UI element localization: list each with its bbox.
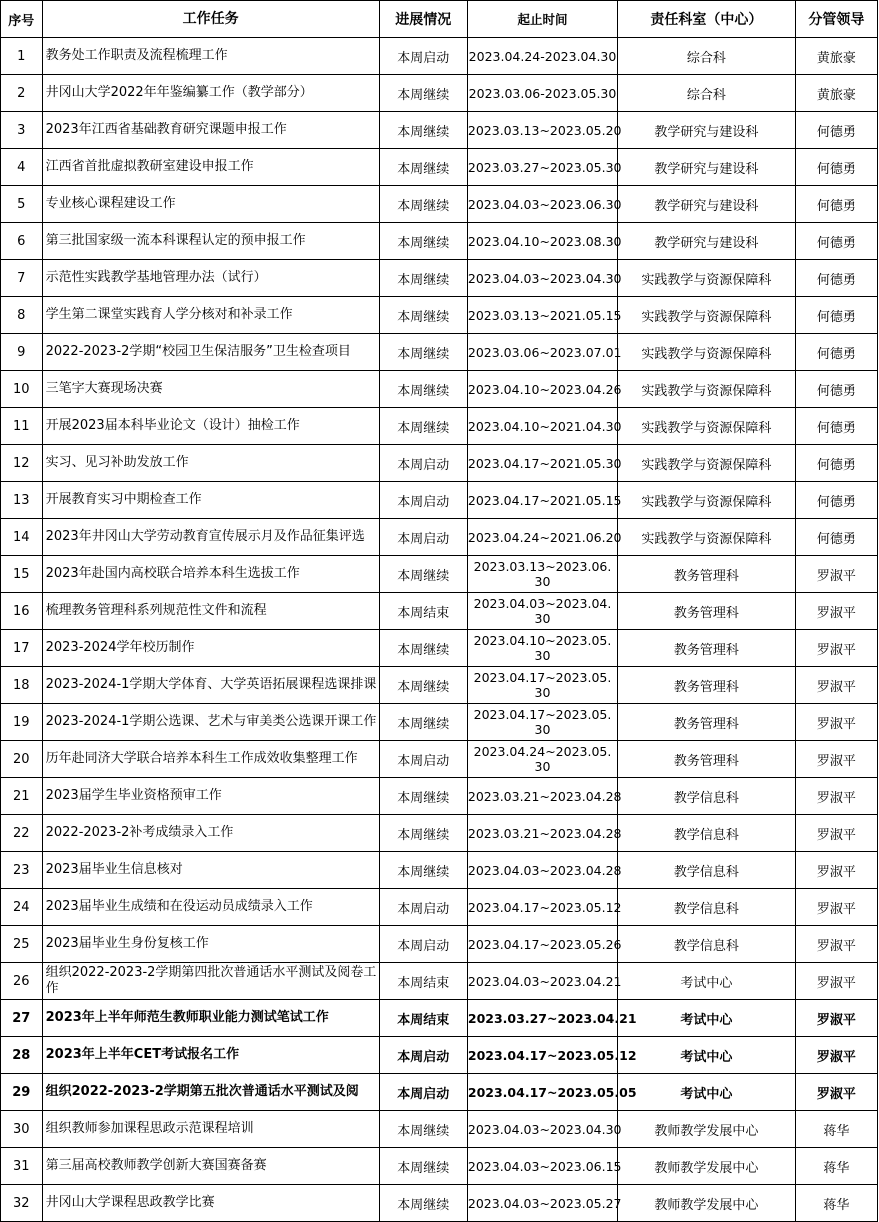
row-leader: 罗淑平 — [795, 704, 877, 741]
row-status: 本周继续 — [379, 667, 467, 704]
row-no: 23 — [1, 852, 43, 889]
row-dept: 实践教学与资源保障科 — [618, 408, 796, 445]
table-row — [1, 741, 878, 778]
row-status: 本周继续 — [379, 260, 467, 297]
row-no: 21 — [1, 778, 43, 815]
row-leader: 罗淑平 — [795, 852, 877, 889]
row-dept: 教学信息科 — [618, 852, 796, 889]
task-text: 2023年井冈山大学劳动教育宣传展示月及作品征集评选 — [45, 529, 365, 544]
table-row — [1, 1000, 878, 1037]
row-period: 2023.04.03~2023.05.27 — [467, 1185, 617, 1222]
row-status: 本周继续 — [379, 75, 467, 112]
row-task — [42, 297, 379, 334]
row-period: 2023.04.24~2023.05. 30 — [467, 741, 617, 778]
row-period: 2023.03.21~2023.04.28 — [467, 778, 617, 815]
row-dept: 实践教学与资源保障科 — [618, 334, 796, 371]
row-period: 2023.04.10~2023.05. 30 — [467, 630, 617, 667]
table-row — [1, 556, 878, 593]
row-no: 27 — [1, 1000, 43, 1037]
task-text: 2023年赴国内高校联合培养本科生选拔工作 — [45, 566, 300, 581]
task-text: 2023届学生毕业资格预审工作 — [45, 788, 222, 803]
row-no: 8 — [1, 297, 43, 334]
row-task — [42, 926, 379, 963]
task-text: 2023年上半年CET考试报名工作 — [45, 1047, 240, 1062]
table-row — [1, 149, 878, 186]
row-no: 10 — [1, 371, 43, 408]
row-task — [42, 482, 379, 519]
row-no: 12 — [1, 445, 43, 482]
row-leader: 罗淑平 — [795, 1074, 877, 1111]
row-dept: 教学研究与建设科 — [618, 186, 796, 223]
row-task — [42, 445, 379, 482]
task-text: 历年赴同济大学联合培养本科生工作成效收集整理工作 — [45, 751, 358, 766]
row-leader: 何德勇 — [795, 186, 877, 223]
row-no: 28 — [1, 1037, 43, 1074]
table-row — [1, 593, 878, 630]
row-dept: 教学研究与建设科 — [618, 149, 796, 186]
row-leader: 何德勇 — [795, 260, 877, 297]
table-row — [1, 1111, 878, 1148]
row-dept: 教务管理科 — [618, 556, 796, 593]
row-task — [42, 556, 379, 593]
table-row — [1, 1185, 878, 1222]
row-leader: 何德勇 — [795, 149, 877, 186]
row-no: 4 — [1, 149, 43, 186]
row-period: 2023.03.27~2023.05.30 — [467, 149, 617, 186]
row-no: 26 — [1, 963, 43, 1000]
row-no: 14 — [1, 519, 43, 556]
row-task — [42, 223, 379, 260]
row-no: 2 — [1, 75, 43, 112]
row-status: 本周继续 — [379, 297, 467, 334]
row-task — [42, 852, 379, 889]
row-status: 本周继续 — [379, 186, 467, 223]
row-period: 2023.04.10~2023.08.30 — [467, 223, 617, 260]
table-row — [1, 667, 878, 704]
row-status: 本周启动 — [379, 926, 467, 963]
row-task — [42, 149, 379, 186]
row-dept: 实践教学与资源保障科 — [618, 297, 796, 334]
row-dept: 教务管理科 — [618, 741, 796, 778]
row-leader: 何德勇 — [795, 334, 877, 371]
row-no: 13 — [1, 482, 43, 519]
row-period: 2023.03.13~2023.06. 30 — [467, 556, 617, 593]
row-dept: 综合科 — [618, 38, 796, 75]
row-dept: 教师教学发展中心 — [618, 1111, 796, 1148]
row-task — [42, 667, 379, 704]
task-text: 开展教育实习中期检查工作 — [45, 492, 202, 507]
row-period: 2023.04.24-2023.04.30 — [467, 38, 617, 75]
row-period: 2023.03.27~2023.04.21 — [467, 1000, 617, 1037]
row-dept: 教务管理科 — [618, 593, 796, 630]
task-text: 2023年上半年师范生教师职业能力测试笔试工作 — [45, 1010, 329, 1025]
row-period: 2023.04.10~2023.04.26 — [467, 371, 617, 408]
row-status: 本周结束 — [379, 1000, 467, 1037]
table-row — [1, 186, 878, 223]
task-text: 实习、见习补助发放工作 — [45, 455, 189, 470]
table-row — [1, 778, 878, 815]
row-dept: 教学信息科 — [618, 778, 796, 815]
row-leader: 罗淑平 — [795, 630, 877, 667]
row-period: 2023.04.17~2021.05.15 — [467, 482, 617, 519]
table-row — [1, 112, 878, 149]
row-period: 2023.04.03~2023.06.15 — [467, 1148, 617, 1185]
task-text: 组织2022-2023-2学期第五批次普通话水平测试及阅 — [45, 1084, 359, 1099]
task-text: 梳理教务管理科系列规范性文件和流程 — [45, 603, 267, 618]
row-status: 本周启动 — [379, 38, 467, 75]
row-period: 2023.03.06-2023.05.30 — [467, 75, 617, 112]
row-status: 本周启动 — [379, 1037, 467, 1074]
row-task — [42, 186, 379, 223]
table-row — [1, 223, 878, 260]
row-task — [42, 593, 379, 630]
row-dept: 实践教学与资源保障科 — [618, 371, 796, 408]
row-status: 本周启动 — [379, 482, 467, 519]
row-dept: 考试中心 — [618, 1037, 796, 1074]
row-status: 本周启动 — [379, 519, 467, 556]
row-leader: 蒋华 — [795, 1111, 877, 1148]
row-no: 6 — [1, 223, 43, 260]
row-status: 本周继续 — [379, 815, 467, 852]
row-dept: 教学信息科 — [618, 889, 796, 926]
row-status: 本周继续 — [379, 704, 467, 741]
row-task — [42, 630, 379, 667]
row-leader: 罗淑平 — [795, 741, 877, 778]
task-text: 2022-2023-2学期“校园卫生保洁服务”卫生检查项目 — [45, 344, 351, 359]
table-row — [1, 1037, 878, 1074]
row-no: 16 — [1, 593, 43, 630]
task-text: 2023届毕业生身份复核工作 — [45, 936, 209, 951]
row-leader: 黄旅豪 — [795, 75, 877, 112]
row-status: 本周结束 — [379, 593, 467, 630]
row-leader: 罗淑平 — [795, 593, 877, 630]
row-no: 15 — [1, 556, 43, 593]
row-leader: 何德勇 — [795, 445, 877, 482]
row-period: 2023.04.17~2023.05.26 — [467, 926, 617, 963]
row-status: 本周继续 — [379, 630, 467, 667]
table-row — [1, 371, 878, 408]
row-no: 20 — [1, 741, 43, 778]
row-leader: 何德勇 — [795, 519, 877, 556]
row-task — [42, 75, 379, 112]
row-leader: 何德勇 — [795, 408, 877, 445]
row-period: 2023.04.17~2021.05.30 — [467, 445, 617, 482]
task-text: 第三届高校教师教学创新大赛国赛备赛 — [45, 1158, 267, 1173]
row-status: 本周继续 — [379, 852, 467, 889]
row-status: 本周结束 — [379, 963, 467, 1000]
row-dept: 教务管理科 — [618, 667, 796, 704]
row-dept: 教学研究与建设科 — [618, 112, 796, 149]
row-period: 2023.04.03~2023.04.30 — [467, 260, 617, 297]
row-task — [42, 815, 379, 852]
row-task — [42, 38, 379, 75]
row-task — [42, 963, 379, 1000]
row-period: 2023.04.10~2021.04.30 — [467, 408, 617, 445]
table-row — [1, 852, 878, 889]
task-text: 2023-2024-1学期公选课、艺术与审美类公选课开课工作 — [45, 714, 377, 729]
row-no: 22 — [1, 815, 43, 852]
row-period: 2023.04.03~2023.04.21 — [467, 963, 617, 1000]
row-leader: 蒋华 — [795, 1148, 877, 1185]
row-task — [42, 889, 379, 926]
row-leader: 罗淑平 — [795, 667, 877, 704]
task-text: 2023-2024学年校历制作 — [45, 640, 195, 655]
header-no: 序号 — [1, 1, 43, 38]
row-leader: 何德勇 — [795, 112, 877, 149]
row-dept: 教师教学发展中心 — [618, 1148, 796, 1185]
task-text: 专业核心课程建设工作 — [45, 196, 176, 211]
row-dept: 教务管理科 — [618, 630, 796, 667]
row-dept: 教学信息科 — [618, 926, 796, 963]
row-task — [42, 260, 379, 297]
task-text: 三笔字大赛现场决赛 — [45, 381, 163, 396]
header-status: 进展情况 — [379, 1, 467, 38]
row-task — [42, 741, 379, 778]
row-no: 5 — [1, 186, 43, 223]
row-no: 25 — [1, 926, 43, 963]
row-task — [42, 112, 379, 149]
row-no: 30 — [1, 1111, 43, 1148]
row-leader: 罗淑平 — [795, 778, 877, 815]
row-dept: 教学信息科 — [618, 815, 796, 852]
row-leader: 罗淑平 — [795, 963, 877, 1000]
row-leader: 罗淑平 — [795, 1000, 877, 1037]
row-no: 11 — [1, 408, 43, 445]
row-dept: 实践教学与资源保障科 — [618, 482, 796, 519]
row-status: 本周继续 — [379, 112, 467, 149]
table-row — [1, 260, 878, 297]
row-no: 24 — [1, 889, 43, 926]
table-row — [1, 297, 878, 334]
row-task — [42, 519, 379, 556]
header-period: 起止时间 — [467, 1, 617, 38]
table-row — [1, 482, 878, 519]
task-text: 组织教师参加课程思政示范课程培训 — [45, 1121, 254, 1136]
task-text: 开展2023届本科毕业论文（设计）抽检工作 — [45, 418, 300, 433]
row-period: 2023.04.17~2023.05.05 — [467, 1074, 617, 1111]
row-period: 2023.04.03~2023.06.30 — [467, 186, 617, 223]
row-leader: 黄旅豪 — [795, 38, 877, 75]
row-dept: 教师教学发展中心 — [618, 1185, 796, 1222]
row-period: 2023.04.17~2023.05.12 — [467, 1037, 617, 1074]
row-dept: 考试中心 — [618, 1000, 796, 1037]
row-period: 2023.03.06~2023.07.01 — [467, 334, 617, 371]
task-text: 2023-2024-1学期大学体育、大学英语拓展课程选课排课 — [45, 677, 377, 692]
table-row — [1, 630, 878, 667]
row-leader: 蒋华 — [795, 1185, 877, 1222]
table-row — [1, 1148, 878, 1185]
row-period: 2023.04.17~2023.05.12 — [467, 889, 617, 926]
row-no: 7 — [1, 260, 43, 297]
table-row — [1, 889, 878, 926]
row-status: 本周继续 — [379, 1111, 467, 1148]
row-period: 2023.03.13~2023.05.20 — [467, 112, 617, 149]
row-dept: 考试中心 — [618, 1074, 796, 1111]
row-period: 2023.04.03~2023.04.28 — [467, 852, 617, 889]
row-task — [42, 704, 379, 741]
table-row — [1, 519, 878, 556]
header-task: 工作任务 — [42, 1, 379, 38]
task-text: 2022-2023-2补考成绩录入工作 — [45, 825, 234, 840]
row-no: 9 — [1, 334, 43, 371]
row-task — [42, 1111, 379, 1148]
row-period: 2023.04.17~2023.05. 30 — [467, 704, 617, 741]
row-dept: 实践教学与资源保障科 — [618, 260, 796, 297]
task-text: 江西省首批虚拟教研室建设申报工作 — [45, 159, 254, 174]
row-status: 本周继续 — [379, 1185, 467, 1222]
row-period: 2023.04.03~2023.04. 30 — [467, 593, 617, 630]
row-task — [42, 334, 379, 371]
row-status: 本周继续 — [379, 556, 467, 593]
table-row — [1, 815, 878, 852]
row-leader: 罗淑平 — [795, 926, 877, 963]
row-task — [42, 778, 379, 815]
table-row — [1, 963, 878, 1000]
task-text: 组织2022-2023-2学期第四批次普通话水平测试及阅卷工作 — [45, 965, 377, 996]
row-task — [42, 1000, 379, 1037]
row-dept: 实践教学与资源保障科 — [618, 445, 796, 482]
row-period: 2023.03.21~2023.04.28 — [467, 815, 617, 852]
table-row — [1, 1074, 878, 1111]
row-no: 18 — [1, 667, 43, 704]
header-dept: 责任科室（中心） — [618, 1, 796, 38]
row-status: 本周继续 — [379, 1148, 467, 1185]
row-leader: 何德勇 — [795, 482, 877, 519]
row-task — [42, 1037, 379, 1074]
row-dept: 考试中心 — [618, 963, 796, 1000]
table-row — [1, 926, 878, 963]
row-status: 本周启动 — [379, 445, 467, 482]
row-period: 2023.04.03~2023.04.30 — [467, 1111, 617, 1148]
row-status: 本周继续 — [379, 778, 467, 815]
row-status: 本周继续 — [379, 334, 467, 371]
row-dept: 综合科 — [618, 75, 796, 112]
row-task — [42, 1148, 379, 1185]
table-row — [1, 38, 878, 75]
row-period: 2023.03.13~2021.05.15 — [467, 297, 617, 334]
row-task — [42, 371, 379, 408]
task-text: 2023届毕业生成绩和在役运动员成绩录入工作 — [45, 899, 313, 914]
task-text: 学生第二课堂实践育人学分核对和补录工作 — [45, 307, 293, 322]
row-leader: 罗淑平 — [795, 556, 877, 593]
task-text: 第三批国家级一流本科课程认定的预申报工作 — [45, 233, 306, 248]
row-dept: 教务管理科 — [618, 704, 796, 741]
table-row — [1, 408, 878, 445]
task-text: 示范性实践教学基地管理办法（试行） — [45, 270, 267, 285]
row-status: 本周启动 — [379, 741, 467, 778]
row-status: 本周启动 — [379, 889, 467, 926]
row-no: 17 — [1, 630, 43, 667]
task-text: 2023年江西省基础教育研究课题申报工作 — [45, 122, 287, 137]
task-text: 教务处工作职责及流程梳理工作 — [45, 48, 228, 63]
row-leader: 何德勇 — [795, 371, 877, 408]
row-period: 2023.04.24~2021.06.20 — [467, 519, 617, 556]
table-row — [1, 75, 878, 112]
row-no: 29 — [1, 1074, 43, 1111]
row-status: 本周继续 — [379, 371, 467, 408]
row-leader: 罗淑平 — [795, 815, 877, 852]
row-task — [42, 408, 379, 445]
row-period: 2023.04.17~2023.05. 30 — [467, 667, 617, 704]
row-leader: 罗淑平 — [795, 889, 877, 926]
row-dept: 教学研究与建设科 — [618, 223, 796, 260]
table-header-row — [1, 1, 878, 38]
table-body — [1, 38, 878, 1222]
header-leader: 分管领导 — [795, 1, 877, 38]
task-text: 2023届毕业生信息核对 — [45, 862, 183, 877]
row-status: 本周启动 — [379, 1074, 467, 1111]
row-no: 3 — [1, 112, 43, 149]
row-leader: 罗淑平 — [795, 1037, 877, 1074]
table-row — [1, 704, 878, 741]
row-status: 本周继续 — [379, 223, 467, 260]
row-no: 31 — [1, 1148, 43, 1185]
row-task — [42, 1185, 379, 1222]
table-row — [1, 445, 878, 482]
row-no: 1 — [1, 38, 43, 75]
row-leader: 何德勇 — [795, 223, 877, 260]
row-leader: 何德勇 — [795, 297, 877, 334]
row-task — [42, 1074, 379, 1111]
row-status: 本周继续 — [379, 408, 467, 445]
table-row — [1, 334, 878, 371]
task-text: 井冈山大学2022年年鉴编纂工作（教学部分） — [45, 85, 313, 100]
row-status: 本周继续 — [379, 149, 467, 186]
task-text: 井冈山大学课程思政教学比赛 — [45, 1195, 215, 1210]
row-dept: 实践教学与资源保障科 — [618, 519, 796, 556]
row-no: 19 — [1, 704, 43, 741]
row-no: 32 — [1, 1185, 43, 1222]
